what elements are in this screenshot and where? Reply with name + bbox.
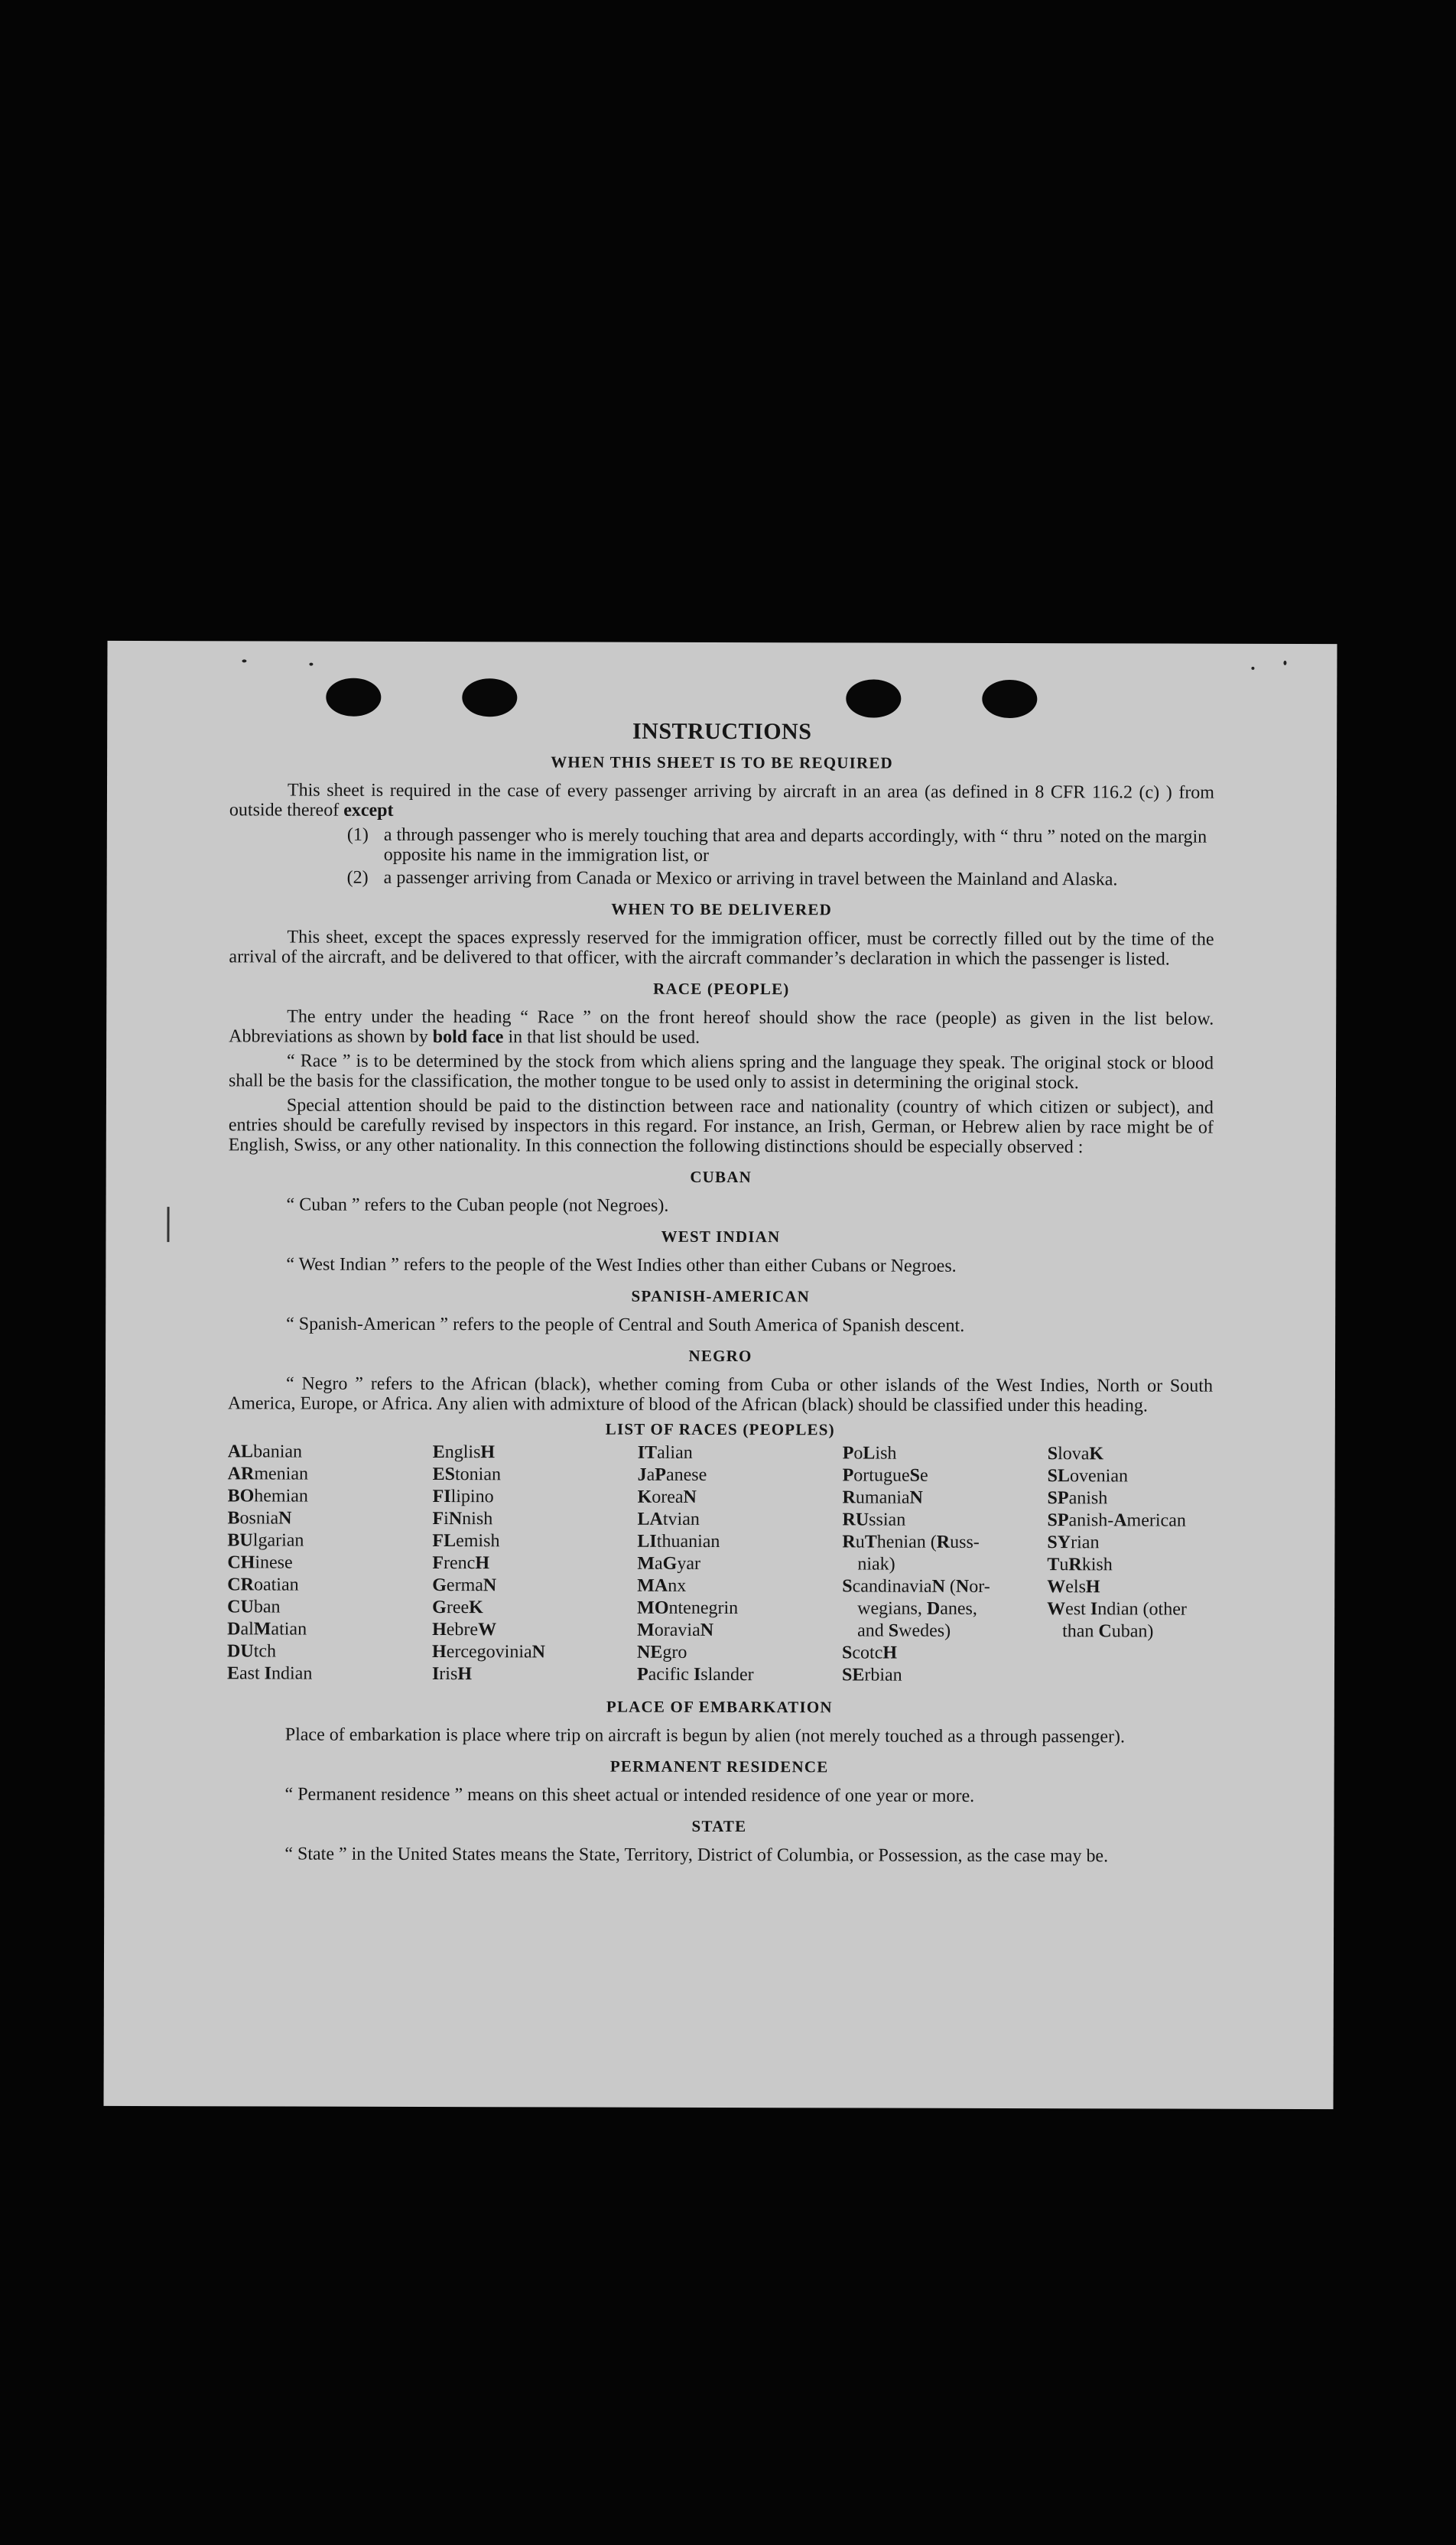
section-heading-residence: PERMANENT RESIDENCE bbox=[609, 1757, 829, 1776]
race-entry: RumaniaN bbox=[842, 1487, 923, 1508]
race-entry: GreeK bbox=[432, 1598, 483, 1618]
state-text: “ State ” in the United States means the State, Territory, District of Columbia, or Possession, as the case may be. bbox=[284, 1844, 1109, 1867]
race-entry: HebreW bbox=[432, 1620, 497, 1640]
document-sheet bbox=[103, 641, 1337, 2109]
race-entry: DUtch bbox=[227, 1641, 277, 1662]
punch-hole bbox=[982, 680, 1037, 718]
section-heading-embarkation: PLACE OF EMBARKATION bbox=[606, 1697, 833, 1717]
speck bbox=[1251, 667, 1254, 670]
race-paragraph-3: Special attention should be paid to the distinction between race and nationality (country of which citizen or subject), and entries should be carefully revised by inspectors in this regard. For instance, an Irish, German, or Hebrew alien by race might be of English, Swiss, or any other nationality. In this connection the following distinctions should be especially observed : bbox=[228, 1095, 1214, 1158]
instructions-content bbox=[226, 720, 1214, 1871]
race-entry: MaGyar bbox=[637, 1553, 701, 1574]
section-heading-required: WHEN THIS SHEET IS TO BE REQUIRED bbox=[551, 752, 893, 772]
section-heading-cuban: CUBAN bbox=[690, 1167, 752, 1187]
race-entry: BUlgarian bbox=[227, 1530, 304, 1551]
section-heading-delivered: WHEN TO BE DELIVERED bbox=[611, 899, 832, 919]
embarkation-text: Place of embarkation is place where trip on aircraft is begun by alien (not merely touched as a through passenger). bbox=[284, 1724, 1126, 1747]
section-heading-state: STATE bbox=[691, 1816, 747, 1836]
cuban-text: “ Cuban ” refers to the Cuban people (not Negroes). bbox=[286, 1194, 669, 1216]
race-entry: ALbanian bbox=[227, 1442, 303, 1462]
race-entry: East Indian bbox=[226, 1663, 313, 1684]
race-entry: LIthuanian bbox=[637, 1531, 720, 1552]
punch-hole bbox=[326, 678, 381, 717]
race-entry: FLemish bbox=[432, 1531, 500, 1552]
race-entry: ITalian bbox=[637, 1442, 693, 1463]
race-paragraph-2: “ Race ” is to be determined by the stock from which aliens spring and the language they speak. The original stock or blood shall be the basis for the classification, the mother tongue to be used only to assist in determining the original stock. bbox=[228, 1051, 1214, 1094]
punch-hole bbox=[846, 679, 901, 717]
section-heading-race: RACE (PEOPLE) bbox=[653, 979, 790, 999]
list-item: (1) a through passenger who is merely touching that area and departs accordingly, with “ thru ” noted on the margin opposite his name in the immigration list, or bbox=[346, 824, 1207, 866]
section-heading-races-list: LIST OF RACES (PEOPLES) bbox=[605, 1419, 835, 1439]
section-heading-west-indian: WEST INDIAN bbox=[661, 1227, 781, 1246]
margin-mark bbox=[167, 1207, 169, 1242]
page-title: INSTRUCTIONS bbox=[632, 718, 812, 745]
required-intro: This sheet is required in the case of every passenger arriving by aircraft in an area (as defined in 8 CFR 116.2 (c) ) from outside thereof except bbox=[229, 780, 1215, 821]
race-entry: PoLish bbox=[842, 1443, 897, 1464]
race-entry: CHinese bbox=[227, 1552, 293, 1573]
races-list bbox=[227, 1441, 1213, 1687]
speck bbox=[309, 663, 313, 666]
race-entry: IrisH bbox=[431, 1664, 473, 1685]
west-indian-text: “ West Indian ” refers to the people of the West Indies other than either Cubans or Negroes. bbox=[286, 1254, 957, 1276]
section-heading-spanish-american: SPANISH-AMERICAN bbox=[631, 1286, 811, 1306]
race-entry: BOhemian bbox=[227, 1486, 308, 1507]
race-entry: NEgro bbox=[637, 1642, 687, 1663]
punch-hole bbox=[462, 678, 517, 717]
residence-text: “ Permanent residence ” means on this sheet actual or intended residence of one year or more. bbox=[284, 1784, 975, 1806]
race-entry: RUssian bbox=[842, 1510, 906, 1530]
race-entry: and Swedes) bbox=[857, 1620, 951, 1641]
delivered-text: This sheet, except the spaces expressly reserved for the immigration officer, must be correctly filled out by the time of the arrival of the aircraft, and be delivered to that officer, with the aircraft commander’s declaration in which the passenger is listed. bbox=[229, 927, 1214, 970]
races-column bbox=[1047, 1443, 1213, 1688]
speck bbox=[242, 659, 246, 662]
race-entry: SlovaK bbox=[1047, 1444, 1104, 1464]
races-column bbox=[842, 1442, 1048, 1687]
list-item: (2) a passenger arriving from Canada or Mexico or arriving in travel between the Mainland and Alaska. bbox=[346, 867, 1118, 890]
race-entry: SErbian bbox=[841, 1665, 902, 1685]
race-entry: SPanish bbox=[1047, 1488, 1108, 1509]
race-entry: wegians, Danes, bbox=[857, 1598, 977, 1619]
races-column bbox=[637, 1442, 843, 1687]
race-entry: MoraviaN bbox=[637, 1620, 714, 1640]
race-entry: LAtvian bbox=[637, 1509, 700, 1529]
race-entry: PortugueSe bbox=[842, 1465, 928, 1486]
race-entry: KoreaN bbox=[637, 1487, 697, 1507]
race-entry: CRoatian bbox=[227, 1575, 299, 1595]
race-entry: ARmenian bbox=[227, 1464, 309, 1484]
race-entry: FiNnish bbox=[432, 1509, 493, 1529]
race-entry: ScotcH bbox=[842, 1643, 898, 1663]
race-entry: than Cuban) bbox=[1062, 1621, 1154, 1642]
races-column bbox=[432, 1442, 638, 1686]
race-entry: West Indian (other bbox=[1047, 1599, 1187, 1620]
race-entry: MAnx bbox=[637, 1575, 687, 1596]
race-entry: ScandinaviaN (Nor- bbox=[842, 1576, 990, 1597]
race-entry: niak) bbox=[857, 1554, 895, 1575]
speck bbox=[1283, 661, 1286, 665]
spanish-american-text: “ Spanish-American ” refers to the people of Central and South America of Spanish descent. bbox=[286, 1314, 965, 1336]
races-column bbox=[227, 1441, 433, 1685]
section-heading-negro: NEGRO bbox=[688, 1346, 752, 1366]
race-entry: JaPanese bbox=[637, 1464, 707, 1485]
race-entry: BosniaN bbox=[227, 1508, 292, 1529]
race-entry: RuThenian (Russ- bbox=[842, 1532, 980, 1552]
race-entry: TuRkish bbox=[1047, 1555, 1113, 1575]
race-entry: CUban bbox=[227, 1597, 281, 1617]
race-entry: HercegoviniaN bbox=[432, 1642, 546, 1663]
race-paragraph-1: The entry under the heading “ Race ” on the front hereof should show the race (people) as given in the list below. Abbreviations as shown by bold face in that list should be used. bbox=[229, 1006, 1214, 1048]
race-entry: GermaN bbox=[432, 1575, 497, 1596]
race-entry: SYrian bbox=[1047, 1533, 1100, 1553]
race-entry: DalMatian bbox=[227, 1619, 307, 1640]
race-entry: EnglisH bbox=[432, 1442, 496, 1463]
race-entry: Pacific Islander bbox=[636, 1664, 754, 1685]
race-entry: EStonian bbox=[432, 1464, 502, 1485]
race-entry: FrencH bbox=[432, 1553, 490, 1574]
negro-text: “ Negro ” refers to the African (black), whether coming from Cuba or other islands of the West Indies, North or South America, Europe, or Africa. Any alien with admixture of blood of the African (black) should be classified under this heading. bbox=[227, 1373, 1213, 1416]
race-entry: MOntenegrin bbox=[637, 1598, 739, 1619]
race-entry: WelsH bbox=[1047, 1577, 1100, 1598]
race-entry: SLovenian bbox=[1047, 1466, 1129, 1487]
race-entry: FIlipino bbox=[432, 1487, 494, 1507]
race-entry: SPanish-American bbox=[1047, 1510, 1186, 1531]
